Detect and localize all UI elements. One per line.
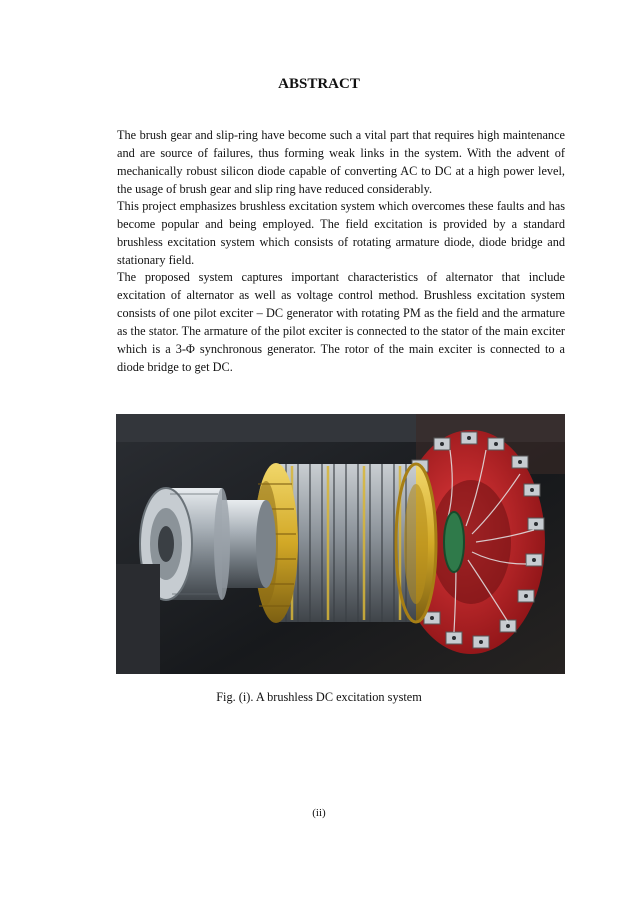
page-number: (ii) <box>312 807 326 819</box>
abstract-paragraph-2: This project emphasizes brushless excitation system which overcomes these faults and has become popular and being employed. The field excitation is provided by a standard brushless excitation system which consists of rotating armature diode, diode bridge and stationary field. <box>117 199 565 267</box>
abstract-paragraph-1: The brush gear and slip-ring have become such a vital part that requires high maintenance and are source of failures, thus forming weak links in the system. With the advent of mechanically robust silicon diode capable of converting AC to DC at a high power level, the usage of brush gear and slip ring have reduced considerably. <box>117 128 565 196</box>
page-title: ABSTRACT <box>278 76 360 92</box>
figure-caption: Fig. (i). A brushless DC excitation system <box>216 690 422 704</box>
brushless-exciter-photo <box>116 414 565 674</box>
abstract-paragraph-3: The proposed system captures important characteristics of alternator that include excitation of alternator as well as voltage control method. Brushless excitation system consists of one pilot exciter – DC generator with rotating PM as the field and the armature as the stator. The armature of the pilot exciter is connected to the stator of the main exciter which is a 3-Φ synchronous generator. The rotor of the main exciter is connected to a diode bridge to get DC. <box>117 270 565 374</box>
